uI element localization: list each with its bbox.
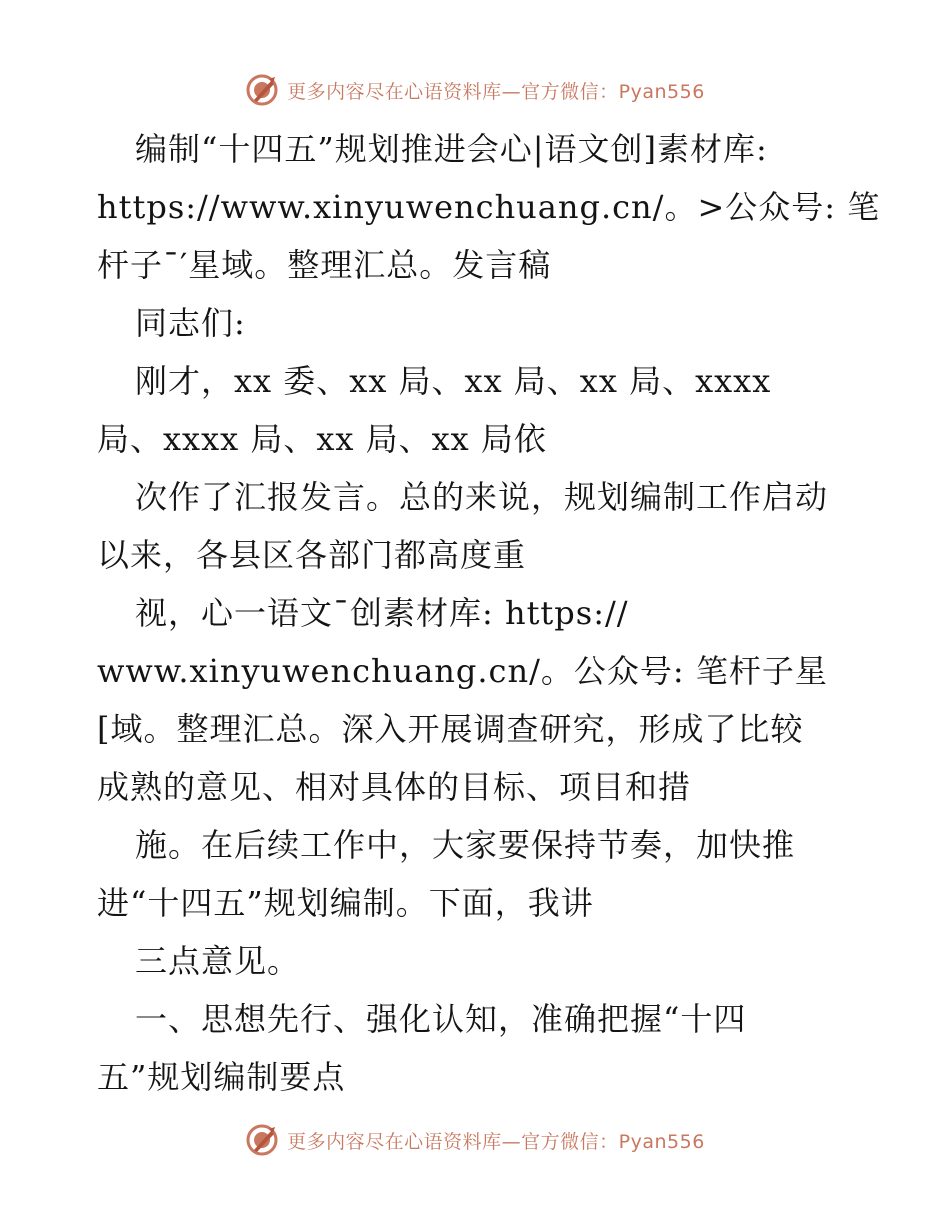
text-line: 成熟的意见、相对具体的目标、项目和措 bbox=[97, 768, 692, 806]
footer-watermark bbox=[0, 1120, 950, 1160]
salutation: 同志们: bbox=[135, 304, 246, 342]
text-line: 编制“十四五”规划推进会心|语文创]素材库: bbox=[135, 130, 768, 168]
text-line: 刚才，xx 委、xx 局、xx 局、xx 局、xxxx bbox=[135, 362, 772, 400]
text-line: 杆子¯′星域。整理汇总。发言稿 bbox=[97, 246, 552, 284]
watermark-text: 更多内容尽在心语资料库—官方微信：Pyan556 bbox=[287, 80, 705, 103]
text-line: 视，心一语文¯创素材库: https:// bbox=[135, 594, 629, 632]
text-line: [域。整理汇总。深入开展调查研究，形成了比较 bbox=[97, 710, 804, 748]
text-line: 以来，各县区各部门都高度重 bbox=[97, 536, 527, 574]
section-heading: 五”规划编制要点 bbox=[97, 1058, 346, 1096]
watermark-text: 更多内容尽在心语资料库—官方微信：Pyan556 bbox=[287, 1130, 705, 1153]
text-line: 三点意见。 bbox=[135, 942, 301, 980]
text-line: www.xinyuwenchuang.cn/。公众号: 笔杆子星 bbox=[97, 652, 828, 690]
text-line: 局、xxxx 局、xx 局、xx 局依 bbox=[97, 420, 547, 458]
document-body bbox=[97, 120, 881, 1106]
text-line: https://www.xinyuwenchuang.cn/。>公众号: 笔 bbox=[97, 188, 881, 226]
quill-logo-icon bbox=[245, 1123, 279, 1157]
text-line: 施。在后续工作中，大家要保持节奏，加快推 bbox=[135, 826, 796, 864]
header-watermark bbox=[0, 70, 950, 110]
section-heading: 一、思想先行、强化认知，准确把握“十四 bbox=[135, 1000, 747, 1038]
quill-logo-icon bbox=[245, 73, 279, 107]
text-line: 进“十四五”规划编制。下面，我讲 bbox=[97, 884, 594, 922]
text-line: 次作了汇报发言。总的来说，规划编制工作启动 bbox=[135, 478, 829, 516]
